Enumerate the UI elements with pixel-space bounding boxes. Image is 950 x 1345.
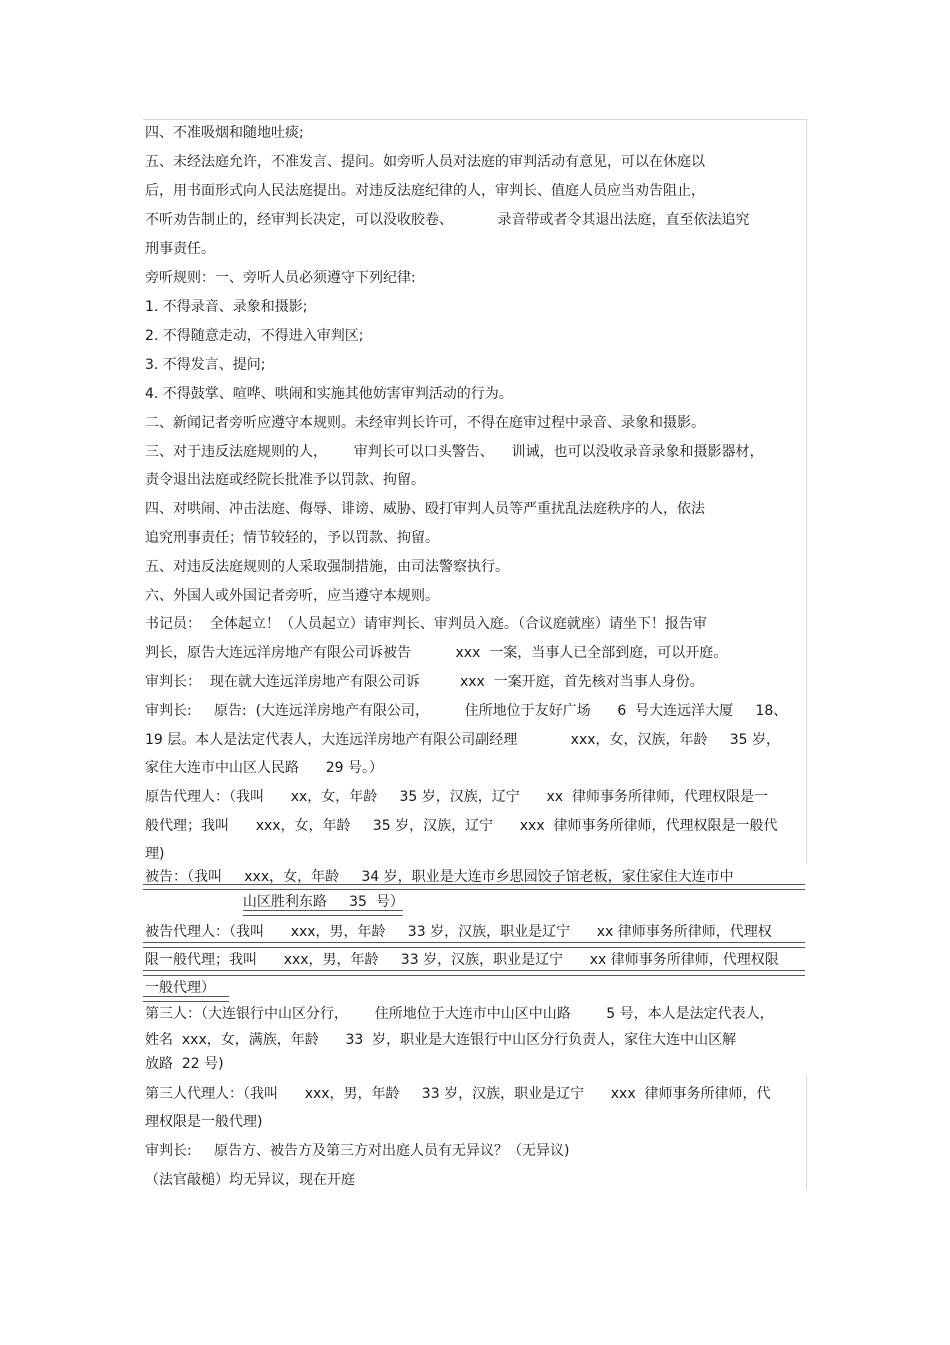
- text-line: 审判长: 原告: (大连远洋房地产有限公司， 住所地位于友好广场 6 号大连远洋大厦 18、: [145, 703, 788, 719]
- text-line: （法官敲槌）均无异议，现在开庭: [145, 1172, 355, 1188]
- text-line: 被告代理人：（我叫 xxx，男，年龄 33 岁，汉族，职业是辽宁 xx 律师事务所律师，代理权: [145, 924, 772, 940]
- text-line: 责令退出法庭或经院长批准予以罚款、拘留。: [145, 472, 425, 488]
- text-line: 放路 22 号): [145, 1056, 224, 1072]
- text-line: 19 层。本人是法定代表人，大连远洋房地产有限公司副经理 xxx，女，汉族，年龄 35 岁，: [145, 732, 781, 748]
- text-line: 刑事责任。: [145, 241, 215, 257]
- text-line: 不听劝告制止的，经审判长决定，可以没收胶卷、 录音带或者令其退出法庭，直至依法追究: [145, 212, 750, 228]
- text-line: 四、对哄闹、冲击法庭、侮辱、诽谤、威胁、殴打审判人员等严重扰乱法庭秩序的人，依法: [145, 501, 705, 517]
- text-line: 追究刑事责任；情节较轻的，予以罚款、拘留。: [145, 530, 439, 546]
- text-line: 被告：（我叫 xxx，女，年龄 34 岁，职业是大连市乡思园饺子馆老板，家住家住大连市中: [145, 869, 734, 885]
- text-line: 般代理；我叫 xxx，女，年龄 35 岁，汉族，辽宁 xxx 律师事务所律师，代理权限是一般代: [145, 818, 778, 834]
- text-line: 一般代理）: [145, 980, 215, 996]
- text-line: 审判长: 原告方、被告方及第三方对出庭人员有无异议？（无异议): [145, 1143, 570, 1159]
- text-line: 五、对违反法庭规则的人采取强制措施，由司法警察执行。: [145, 559, 509, 575]
- text-line: 4. 不得鼓掌、喧哗、哄闹和实施其他妨害审判活动的行为。: [145, 386, 513, 402]
- text-line: 二、新闻记者旁听应遵守本规则。未经审判长许可，不得在庭审过程中录音、录象和摄影。: [145, 415, 705, 431]
- text-line: 书记员： 全体起立！（人员起立）请审判长、审判员入庭。（合议庭就座）请坐下！报告审: [145, 616, 707, 632]
- text-line: 判长，原告大连远洋房地产有限公司诉被告 xxx 一案，当事人已全部到庭，可以开庭。: [145, 645, 728, 661]
- text-line: 家住大连市中山区人民路 29 号。）: [145, 760, 383, 776]
- text-line: 理): [145, 846, 165, 862]
- text-line: 1. 不得录音、录象和摄影;: [145, 299, 308, 315]
- table-top-border: [143, 119, 807, 120]
- text-line: 旁听规则：一、旁听人员必须遵守下列纪律:: [145, 270, 416, 286]
- text-line: 2. 不得随意走动，不得进入审判区;: [145, 328, 364, 344]
- text-line: 限一般代理；我叫 xxx，男，年龄 33 岁，汉族，职业是辽宁 xx 律师事务所律师，代理权限: [145, 952, 779, 968]
- text-line: 后，用书面形式向人民法庭提出。对违反法庭纪律的人，审判长、值庭人员应当劝告阻止，: [145, 183, 705, 199]
- text-line: 山区胜利东路 35 号）: [145, 894, 404, 910]
- text-line: 六、外国人或外国记者旁听，应当遵守本规则。: [145, 588, 439, 604]
- text-line: 理权限是一般代理): [145, 1114, 263, 1130]
- text-line: 五、未经法庭允许，不准发言、提问。如旁听人员对法庭的审判活动有意见，可以在休庭以: [145, 154, 705, 170]
- text-line: 四、不准吸烟和随地吐痰;: [145, 125, 304, 141]
- text-line: 姓名 xxx，女，满族，年龄 33 岁，职业是大连银行中山区分行负责人，家住大连中山区解: [145, 1032, 737, 1048]
- double-rule: [143, 970, 805, 976]
- text-line: 第三人：（大连银行中山区分行， 住所地位于大连市中山区中山路 5 号，本人是法定代表人，: [145, 1006, 774, 1022]
- text-line: 第三人代理人：（我叫 xxx，男，年龄 33 岁，汉族，职业是辽宁 xxx 律师事务所律师，代: [145, 1086, 771, 1102]
- double-rule: [143, 942, 805, 948]
- table-right-border: [806, 119, 807, 864]
- text-line: 审判长： 现在就大连远洋房地产有限公司诉 xxx 一案开庭，首先核对当事人身份。: [145, 674, 704, 690]
- text-line: 原告代理人：（我叫 xx，女，年龄 35 岁，汉族，辽宁 xx 律师事务所律师，代理权限是一: [145, 789, 768, 805]
- table-right-border-lower: [806, 1075, 807, 1190]
- text-line: 三、对于违反法庭规则的人， 审判长可以口头警告、 训诫，也可以没收录音录象和摄影器材，: [145, 444, 764, 460]
- text-line: 3. 不得发言、提问;: [145, 357, 266, 373]
